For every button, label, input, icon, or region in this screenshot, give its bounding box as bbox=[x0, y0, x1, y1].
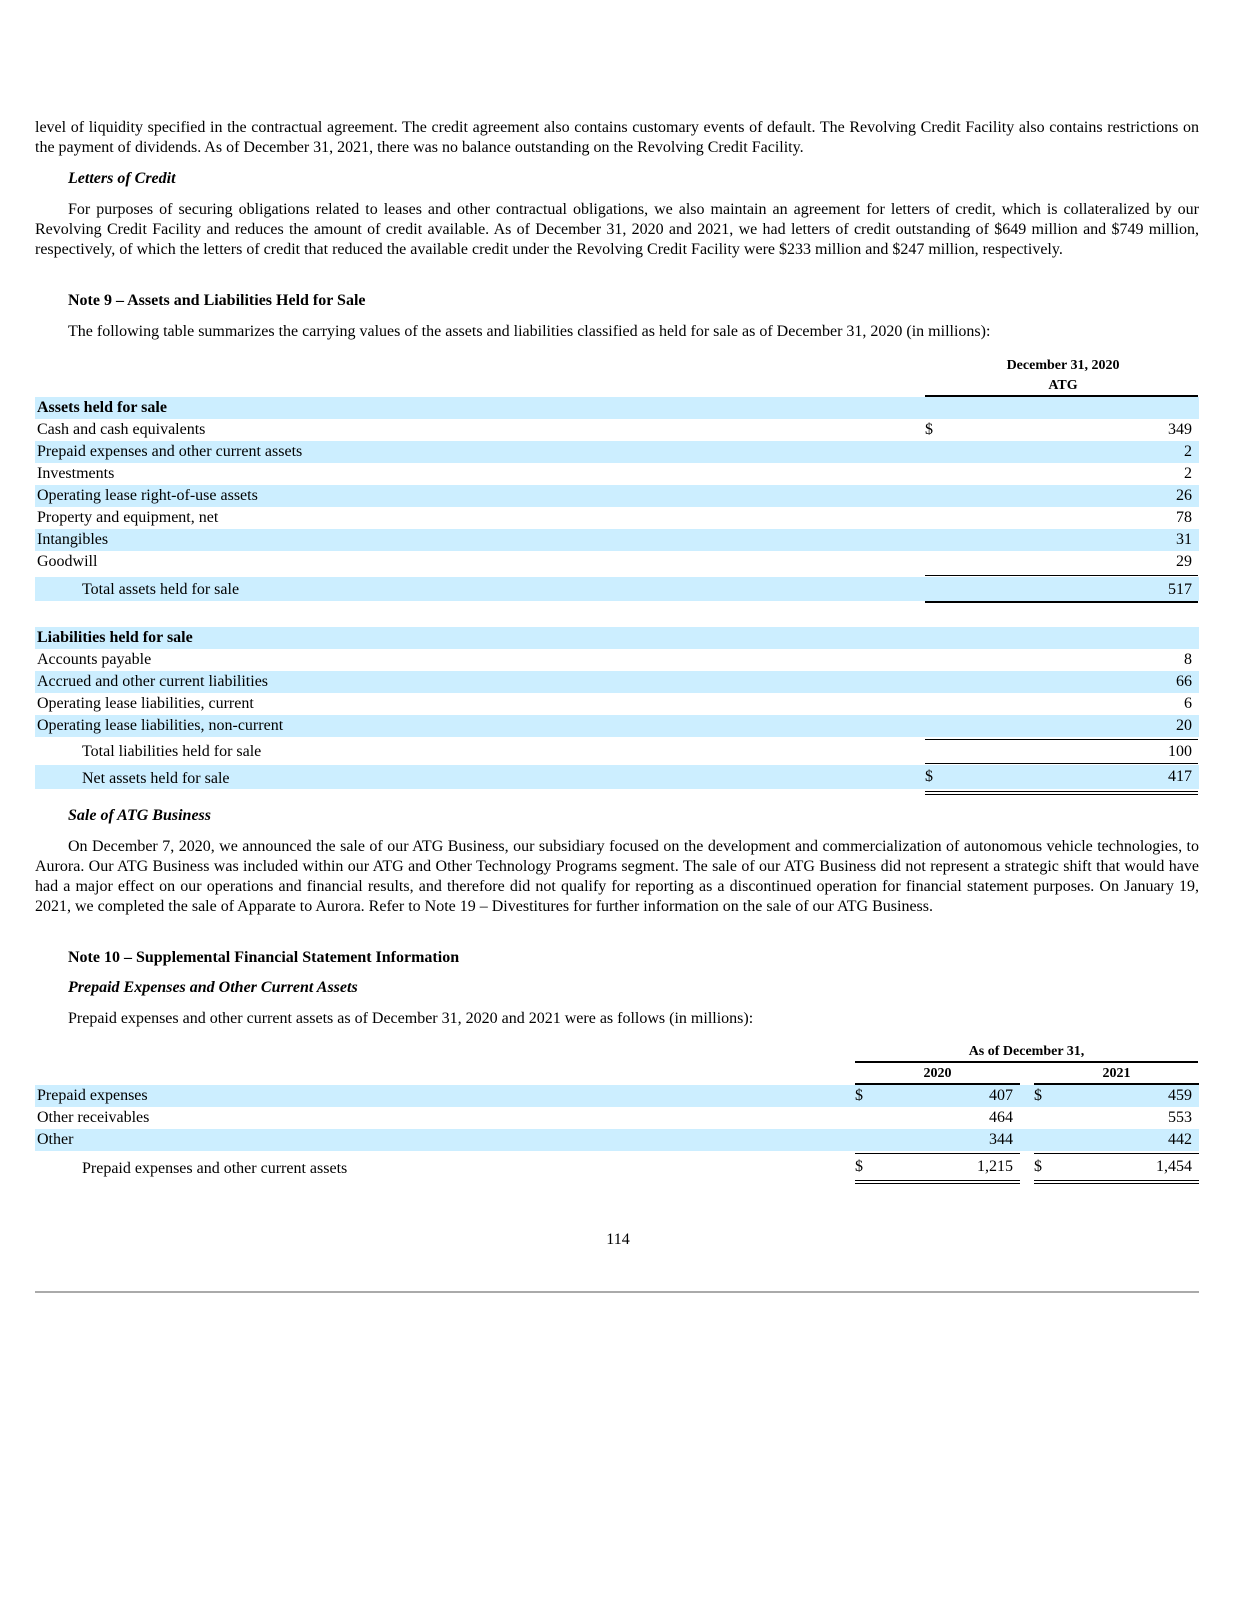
row-value: 417 bbox=[1168, 768, 1192, 785]
table2-header: As of December 31, bbox=[968, 1044, 1085, 1059]
table2-col-2020: 2020 bbox=[923, 1066, 952, 1081]
heading-letters-of-credit: Letters of Credit bbox=[68, 170, 176, 187]
row-value-2020: 344 bbox=[989, 1131, 1013, 1148]
row-value: 29 bbox=[1176, 553, 1192, 570]
table-row bbox=[35, 441, 1199, 463]
row-label: Prepaid expenses and other current assets bbox=[37, 443, 303, 460]
row-label: Other receivables bbox=[37, 1109, 150, 1126]
row-value: 20 bbox=[1176, 717, 1192, 734]
dollar-sign: $ bbox=[1034, 1087, 1042, 1104]
table-row bbox=[35, 551, 1199, 573]
row-label: Accrued and other current liabilities bbox=[37, 673, 269, 690]
page-number: 114 bbox=[606, 1231, 630, 1248]
row-value-2021: 442 bbox=[1168, 1131, 1192, 1148]
double-rule-top bbox=[855, 1180, 1020, 1181]
dollar-sign: $ bbox=[855, 1158, 863, 1175]
row-value: 8 bbox=[1184, 651, 1192, 668]
row-label: Prepaid expenses and other current assets bbox=[82, 1160, 348, 1177]
subtotal-rule bbox=[855, 1153, 1020, 1154]
subtotal-rule bbox=[1034, 1153, 1199, 1154]
row-value: 2 bbox=[1184, 443, 1192, 460]
subtotal-rule bbox=[925, 763, 1198, 764]
double-rule-top bbox=[925, 791, 1198, 792]
paragraph-sale-of-atg: On December 7, 2020, we announced the sale of our ATG Business, our subsidiary focused on the development and commercialization of autonomous vehicle technologies, to Aurora. Our ATG Business was included within our ATG and Other Technology Programs segment. The sale of our ATG Business did not represent a strategic shift that would have had a major effect on our operations and financial results, and therefore did not qualify for reporting as a discontinued operation for financial statement purposes. On January 19, 2021, we completed the sale of Apparate to Aurora. Refer to Note 19 – Divestitures for further information on the sale of our ATG Business. bbox=[35, 838, 1199, 915]
double-rule-bottom bbox=[925, 794, 1198, 795]
row-value-2020: 464 bbox=[989, 1109, 1013, 1126]
paragraph-prepaid-intro: Prepaid expenses and other current assets as of December 31, 2020 and 2021 were as follows (in millions): bbox=[68, 1010, 754, 1027]
row-label: Total liabilities held for sale bbox=[82, 743, 262, 760]
table1-section-assets bbox=[35, 397, 1199, 419]
table-row bbox=[35, 715, 1199, 737]
row-label: Goodwill bbox=[37, 553, 98, 570]
row-value-2021: 1,454 bbox=[1156, 1158, 1192, 1175]
paragraph-note-9-intro: The following table summarizes the carrying values of the assets and liabilities classified as held for sale as of December 31, 2020 (in millions): bbox=[68, 323, 991, 340]
footer-divider bbox=[35, 1291, 1199, 1293]
row-label: Net assets held for sale bbox=[82, 770, 230, 787]
table-row bbox=[35, 1085, 1199, 1107]
table-row bbox=[35, 1129, 1199, 1151]
table1-section-liabilities bbox=[35, 627, 1199, 649]
row-value: 66 bbox=[1176, 673, 1192, 690]
row-label: Assets held for sale bbox=[37, 399, 167, 416]
heading-sale-of-atg: Sale of ATG Business bbox=[68, 807, 211, 824]
row-value: 2 bbox=[1184, 465, 1192, 482]
row-label: Operating lease right-of-use assets bbox=[37, 487, 258, 504]
table-row bbox=[35, 671, 1199, 693]
dollar-sign: $ bbox=[855, 1087, 863, 1104]
table-row bbox=[35, 419, 1199, 441]
row-label: Cash and cash equivalents bbox=[37, 421, 206, 438]
row-label: Intangibles bbox=[37, 531, 109, 548]
row-value: 349 bbox=[1168, 421, 1192, 438]
table-row bbox=[35, 529, 1199, 551]
row-value-2020: 1,215 bbox=[977, 1158, 1013, 1175]
table1-net-assets bbox=[35, 765, 1199, 789]
row-value: 78 bbox=[1176, 509, 1192, 526]
total-rule bbox=[925, 601, 1198, 603]
heading-note-10: Note 10 – Supplemental Financial Statement Information bbox=[68, 949, 460, 966]
row-label: Prepaid expenses bbox=[37, 1087, 148, 1104]
row-value: 31 bbox=[1176, 531, 1192, 548]
row-label: Other bbox=[37, 1131, 74, 1148]
row-label: Total assets held for sale bbox=[82, 581, 240, 598]
row-label: Investments bbox=[37, 465, 115, 482]
paragraph-revolving-credit: level of liquidity specified in the contractual agreement. The credit agreement also contains customary events of default. The Revolving Credit Facility also contains restrictions on the payment of dividends. As of December 31, 2021, there was no balance outstanding on the Revolving Credit Facility. bbox=[35, 119, 1199, 156]
row-label: Property and equipment, net bbox=[37, 509, 219, 526]
double-rule-bottom bbox=[1034, 1183, 1199, 1184]
row-label: Operating lease liabilities, current bbox=[37, 695, 254, 712]
row-value: 26 bbox=[1176, 487, 1192, 504]
row-value-2021: 553 bbox=[1168, 1109, 1192, 1126]
row-label: Liabilities held for sale bbox=[37, 629, 193, 646]
heading-prepaid-expenses: Prepaid Expenses and Other Current Assets bbox=[68, 979, 358, 996]
row-label: Accounts payable bbox=[37, 651, 152, 668]
subtotal-rule bbox=[925, 575, 1198, 576]
table-row bbox=[35, 649, 1199, 671]
table-row bbox=[35, 463, 1199, 485]
table-row bbox=[35, 693, 1199, 715]
row-value: 6 bbox=[1184, 695, 1192, 712]
table2-col-2021: 2021 bbox=[1102, 1066, 1131, 1081]
table1-header-segment: ATG bbox=[1048, 378, 1078, 393]
table-row bbox=[35, 485, 1199, 507]
double-rule-top bbox=[1034, 1180, 1199, 1181]
table-row bbox=[35, 507, 1199, 529]
table1-total-liabilities bbox=[35, 740, 1199, 762]
row-value-2021: 459 bbox=[1168, 1087, 1192, 1104]
dollar-sign: $ bbox=[1034, 1158, 1042, 1175]
table2-header-rule bbox=[855, 1061, 1198, 1063]
row-value: 100 bbox=[1168, 743, 1192, 760]
dollar-sign: $ bbox=[925, 421, 933, 438]
row-value-2020: 407 bbox=[989, 1087, 1013, 1104]
heading-note-9: Note 9 – Assets and Liabilities Held for Sale bbox=[68, 292, 366, 309]
table1-total-assets bbox=[35, 577, 1199, 601]
table2-total bbox=[35, 1155, 1199, 1179]
row-label: Operating lease liabilities, non-current bbox=[37, 717, 284, 734]
double-rule-bottom bbox=[855, 1183, 1020, 1184]
row-value: 517 bbox=[1168, 581, 1192, 598]
paragraph-letters-of-credit: For purposes of securing obligations related to leases and other contractual obligations, we also maintain an agreement for letters of credit, which is collateralized by our Revolving Credit Facility and reduces the amount of credit available. As of December 31, 2020 and 2021, we had letters of credit outstanding of $649 million and $749 million, respectively, of which the letters of credit that reduced the available credit under the Revolving Credit Facility were $233 million and $247 million, respectively. bbox=[35, 201, 1199, 258]
table1-header-date: December 31, 2020 bbox=[1006, 358, 1120, 373]
table-row bbox=[35, 1107, 1199, 1129]
dollar-sign: $ bbox=[925, 768, 933, 785]
